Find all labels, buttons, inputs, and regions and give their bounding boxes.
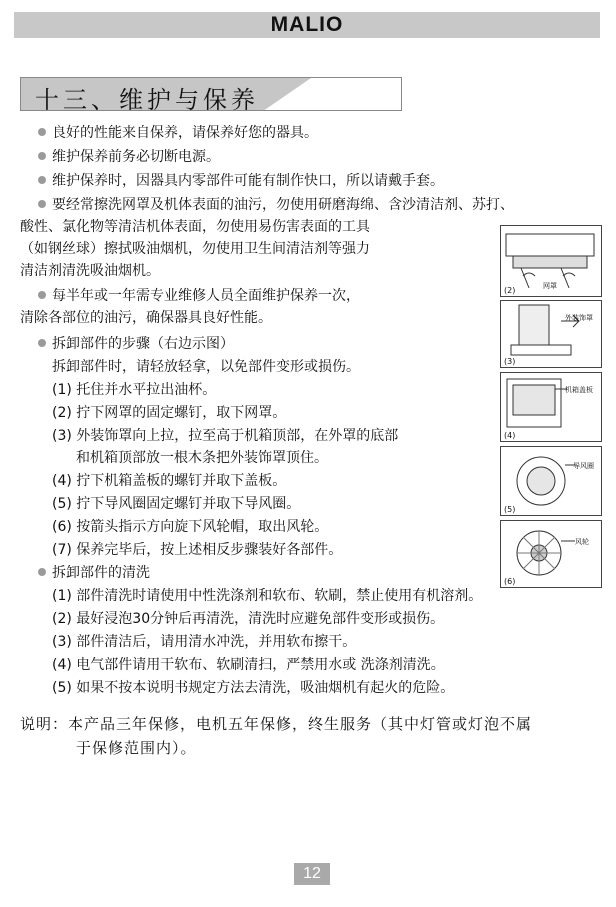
brand-logo: MALIO bbox=[270, 13, 344, 36]
cleaning-heading: 拆卸部件的清洗 bbox=[38, 565, 150, 581]
paragraph-line: 清除各部位的油污，确保器具良好性能。 bbox=[20, 310, 272, 326]
cleaning-step: (3) 部件清洁后，请用清水冲洗，并用软布擦干。 bbox=[52, 634, 357, 650]
figure-6 bbox=[500, 520, 602, 588]
warranty-note bbox=[20, 712, 532, 760]
warranty-note-line: 说明：本产品三年保修，电机五年保修，终生服务（其中灯管或灯泡不属 bbox=[20, 715, 533, 733]
figure-4 bbox=[500, 372, 602, 442]
figure-number: (6) bbox=[504, 577, 516, 586]
figure-label: 导风圈 bbox=[573, 462, 594, 470]
header-bar bbox=[14, 12, 600, 38]
warranty-note-line: 于保修范围内）。 bbox=[76, 739, 197, 757]
decorative-cover-illustration bbox=[501, 301, 601, 367]
step-item: (1) 托住并水平拉出油杯。 bbox=[52, 382, 217, 398]
paragraph-line: 维护保养时，因器具内零部件可能有制作快口，所以请戴手套。 bbox=[38, 173, 444, 189]
cleaning-step: (1) 部件清洗时请使用中性洗涤剂和软布、软刷，禁止使用有机溶剂。 bbox=[52, 588, 483, 604]
figure-number: (3) bbox=[504, 357, 516, 366]
paragraph-line: （如钢丝球）擦拭吸油烟机，勿使用卫生间清洁剂等强力 bbox=[20, 241, 370, 257]
bullet-dot bbox=[38, 152, 46, 160]
figure-number: (5) bbox=[504, 505, 516, 514]
air-guide-ring-illustration bbox=[501, 447, 601, 515]
step-item: 和机箱顶部放一根木条把外装饰罩顶住。 bbox=[76, 450, 328, 466]
paragraph-line: 清洁剂清洗吸油烟机。 bbox=[20, 263, 160, 279]
cleaning-step: (4) 电气部件请用干软布、软刷清扫，严禁用水或 洗涤剂清洗。 bbox=[52, 657, 445, 673]
disassembly-heading: 拆卸部件的步骤（右边示图） bbox=[38, 336, 234, 352]
paragraph-line: 良好的性能来自保养，请保养好您的器具。 bbox=[38, 125, 318, 141]
section-title-box bbox=[20, 77, 402, 111]
figure-number: (4) bbox=[504, 431, 516, 440]
disassembly-intro: 拆卸部件时，请轻放轻拿，以免部件变形或损伤。 bbox=[52, 359, 360, 375]
fan-wheel-illustration bbox=[501, 521, 601, 587]
step-item: (2) 拧下网罩的固定螺钉，取下网罩。 bbox=[52, 405, 287, 421]
cleaning-step: (5) 如果不按本说明书规定方法去清洗，吸油烟机有起火的危险。 bbox=[52, 680, 455, 696]
figure-2 bbox=[500, 225, 602, 297]
figure-label: 外装饰罩 bbox=[565, 314, 593, 322]
paragraph-line: 酸性、氯化物等清洁机体表面，勿使用易伤害表面的工具 bbox=[20, 219, 370, 235]
paragraph-line: 要经常擦洗网罩及机体表面的油污，勿使用研磨海绵、含沙清洁剂、苏打、 bbox=[38, 197, 514, 213]
housing-cover-illustration bbox=[501, 373, 601, 441]
paragraph-line: 每半年或一年需专业维修人员全面维护保养一次， bbox=[38, 288, 360, 304]
step-item: (5) 拧下导风圈固定螺钉并取下导风圈。 bbox=[52, 496, 301, 512]
figure-label: 网罩 bbox=[543, 282, 557, 290]
bullet-dot bbox=[38, 200, 46, 208]
figure-label: 机箱盖板 bbox=[565, 386, 593, 394]
page-number: 12 bbox=[294, 863, 330, 885]
step-item: (6) 按箭头指示方向旋下风轮帽，取出风轮。 bbox=[52, 519, 329, 535]
section-title: 十三、维护与保养 bbox=[35, 86, 259, 111]
figure-5 bbox=[500, 446, 602, 516]
bullet-dot bbox=[38, 128, 46, 136]
figure-label: 风轮 bbox=[575, 538, 589, 546]
step-item: (7) 保养完毕后，按上述相反步骤装好各部件。 bbox=[52, 542, 343, 558]
bullet-dot bbox=[38, 339, 46, 347]
step-item: (3) 外装饰罩向上拉，拉至高于机箱顶部，在外罩的底部 bbox=[52, 428, 399, 444]
paragraph-line: 维护保养前务必切断电源。 bbox=[38, 149, 220, 165]
figure-number: (2) bbox=[504, 286, 516, 295]
cleaning-step: (2) 最好浸泡30分钟后再清洗，清洗时应避免部件变形或损伤。 bbox=[52, 611, 445, 627]
bullet-dot bbox=[38, 176, 46, 184]
bullet-dot bbox=[38, 291, 46, 299]
bullet-dot bbox=[38, 568, 46, 576]
step-item: (4) 拧下机箱盖板的螺钉并取下盖板。 bbox=[52, 473, 287, 489]
figure-3 bbox=[500, 300, 602, 368]
